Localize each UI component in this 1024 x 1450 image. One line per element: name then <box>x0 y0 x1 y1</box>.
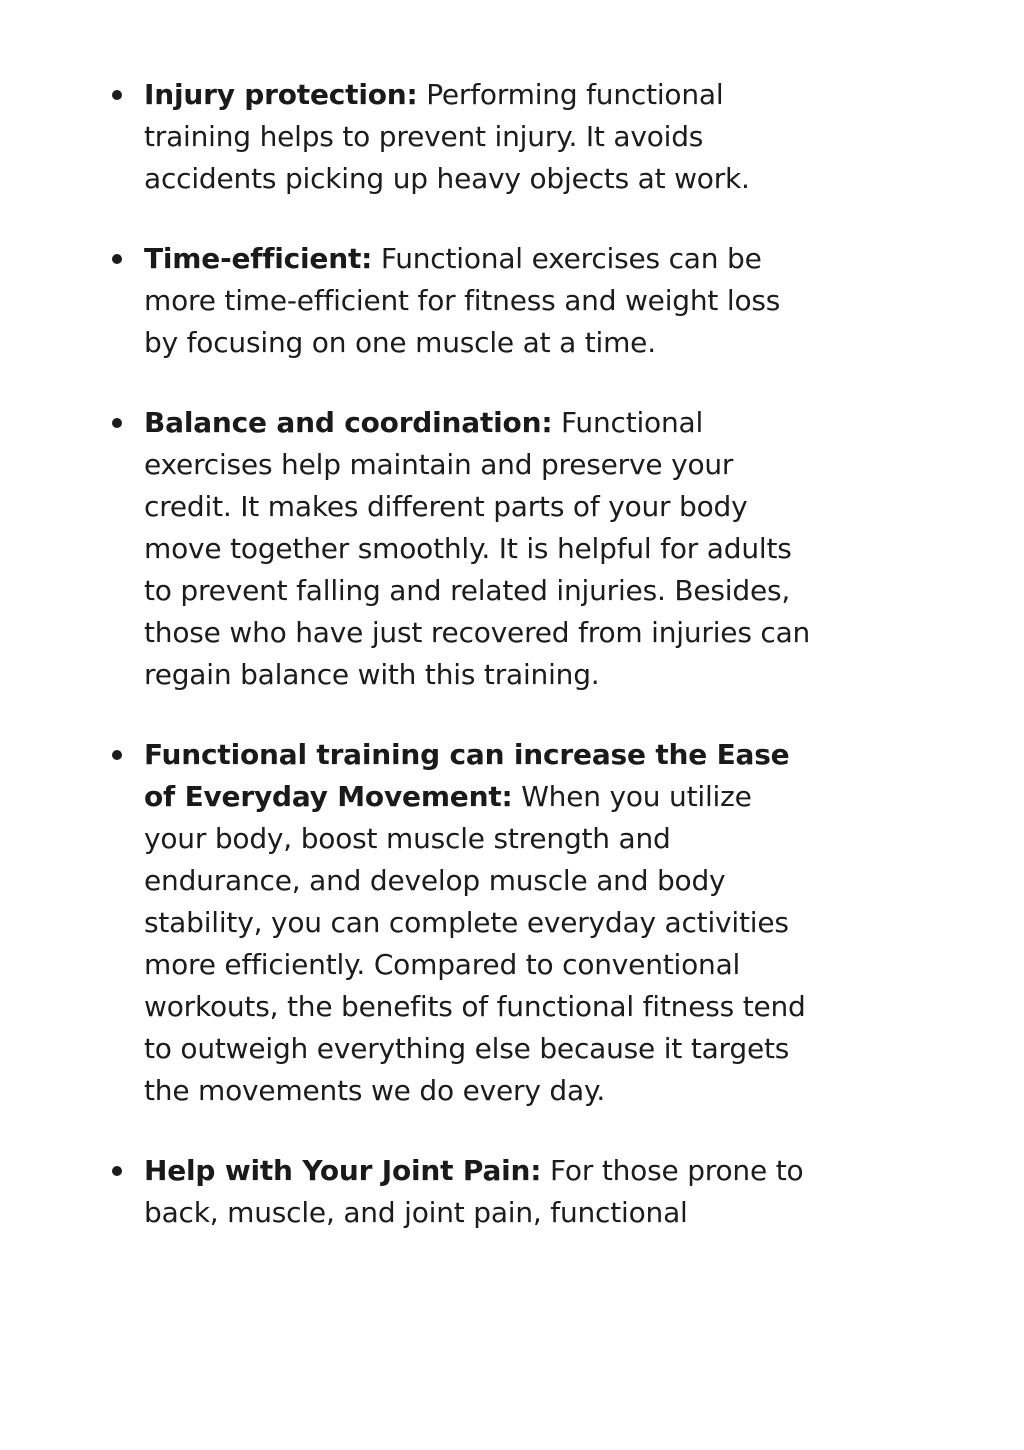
bullet-icon <box>112 750 122 760</box>
bullet-icon <box>112 90 122 100</box>
item-title: Injury protection: <box>144 78 418 111</box>
item-title: Balance and coordination: <box>144 406 553 439</box>
item-title: Help with Your Joint Pain: <box>144 1154 542 1187</box>
item-title: Functional training can increase the Ease of Everyday Movement: <box>144 738 790 813</box>
list-item-everyday-movement <box>144 734 814 1112</box>
list-item-balance-coordination <box>144 402 814 696</box>
bullet-icon <box>112 1166 122 1176</box>
benefits-list <box>144 74 814 1272</box>
item-text: For those prone to back, muscle, and joint pain, functional <box>144 1154 804 1229</box>
item-text: Functional exercises help maintain and preserve your credit. It makes different parts of your body move together smoothly. It is helpful for adults to prevent falling and related injuries. Besides, those who have just recovered from injuries can regain balance with this training. <box>144 406 811 691</box>
bullet-icon <box>112 418 122 428</box>
item-title: Time-efficient: <box>144 242 373 275</box>
bullet-icon <box>112 254 122 264</box>
item-text: Performing functional training helps to prevent injury. It avoids accidents picking up heavy objects at work. <box>144 78 750 195</box>
list-item-joint-pain <box>144 1150 814 1234</box>
list-item-time-efficient <box>144 238 814 364</box>
item-text: When you utilize your body, boost muscle strength and endurance, and develop muscle and body stability, you can complete everyday activities more efficiently. Compared to conventional workouts, the benefits of functional fitness tend to outweigh everything else because it targets the movements we do every day. <box>144 780 806 1107</box>
item-text: Functional exercises can be more time-efficient for fitness and weight loss by focusing on one muscle at a time. <box>144 242 781 359</box>
list-item-injury-protection <box>144 74 814 200</box>
